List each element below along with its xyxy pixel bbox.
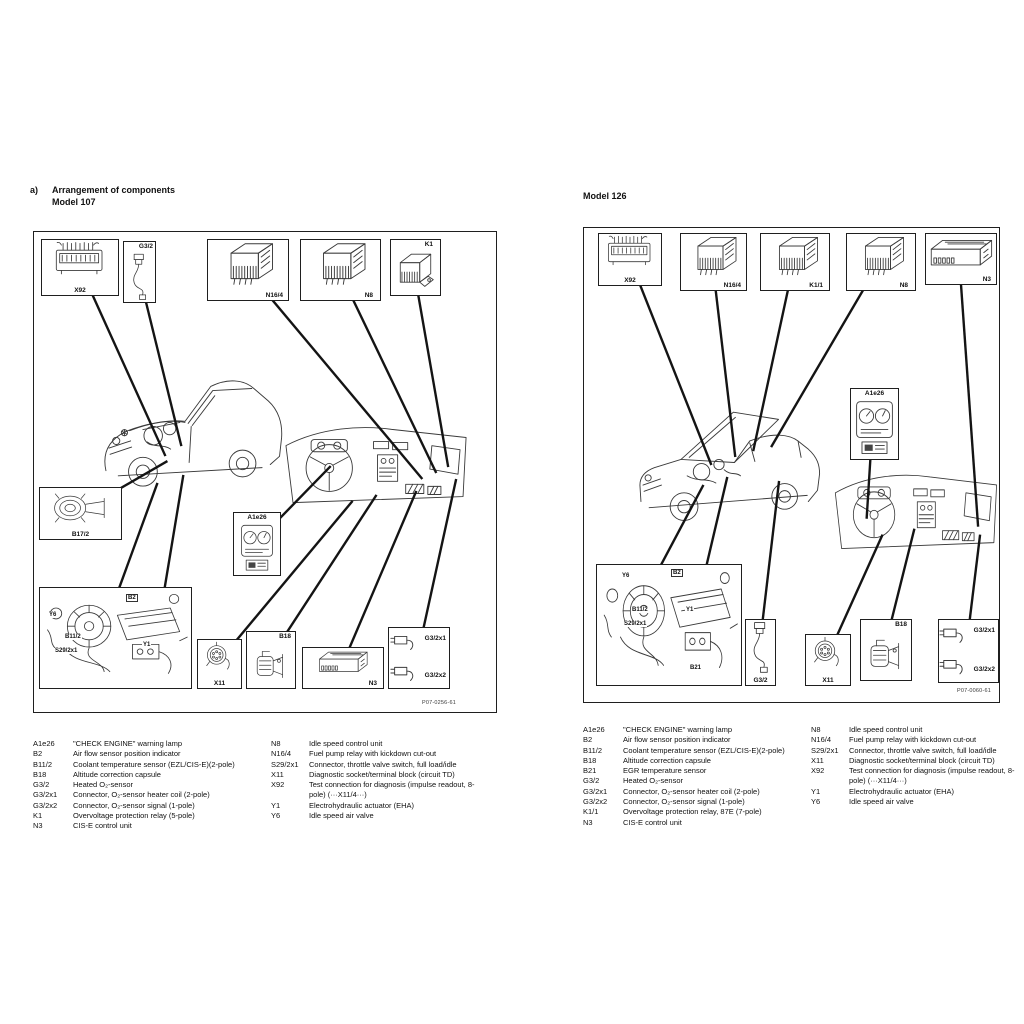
legend-row xyxy=(271,749,485,759)
legend-code: N8 xyxy=(271,739,281,748)
legend-model-107 xyxy=(33,739,485,832)
figure-number-107: P07-0256-61 xyxy=(421,700,456,706)
legend-row xyxy=(271,739,485,749)
legend-code: X11 xyxy=(811,755,824,765)
legend-row xyxy=(583,776,801,786)
instrument-cluster-icon xyxy=(851,399,898,458)
legend-code: B11/2 xyxy=(33,759,53,769)
legend-code: G3/2x1 xyxy=(583,786,608,796)
component-box-n8-107 xyxy=(300,239,381,301)
component-box-k1-107 xyxy=(390,239,441,296)
engine-label-b21: B21 xyxy=(690,665,702,671)
legend-code: B18 xyxy=(583,755,597,765)
legend-description: Altitude correction capsule xyxy=(73,769,161,779)
component-code-x11: X11 xyxy=(213,680,226,687)
section-label: a) xyxy=(30,185,39,195)
legend-description: Heated O₂-sensor xyxy=(623,776,684,786)
legend-code: N8 xyxy=(811,725,821,734)
legend-code: G3/2x2 xyxy=(33,800,58,810)
altitude-capsule-icon xyxy=(247,642,295,687)
instrument-cluster-icon xyxy=(234,523,280,574)
component-box-x11-107 xyxy=(197,639,242,689)
relay-icon xyxy=(761,234,829,279)
legend-description: Connector, O₂-sensor heater coil (2-pole) xyxy=(623,786,760,796)
legend-description: Fuel pump relay with kickdown cut-out xyxy=(309,749,437,759)
car-sedan-illustration xyxy=(640,412,820,520)
legend-row xyxy=(33,790,261,800)
component-box-n8-126 xyxy=(846,233,916,291)
component-code-a1e26: A1e26 xyxy=(864,390,885,397)
legend-description: Connector, O₂-sensor heater coil (2-pole) xyxy=(73,790,210,800)
engine-label-b2: B2 xyxy=(673,570,681,576)
component-code-g32x1: G3/2x1 xyxy=(973,627,995,634)
dashboard-illustration xyxy=(835,475,996,548)
component-box-n3-107 xyxy=(302,647,384,689)
legend-description: Connector, throttle valve switch, full load/idle xyxy=(849,745,997,755)
relay-icon xyxy=(681,234,746,279)
legend-description: Altitude correction capsule xyxy=(623,755,711,765)
legend-row xyxy=(33,749,261,759)
relay-icon xyxy=(208,240,288,289)
component-code-n3: N3 xyxy=(982,276,991,283)
legend-code: N16/4 xyxy=(271,749,292,759)
relay-icon xyxy=(847,234,915,279)
component-code-n8: N8 xyxy=(364,292,373,299)
relay-icon xyxy=(301,240,380,289)
component-code-b172: B17/2 xyxy=(71,531,90,538)
legend-code: Y6 xyxy=(271,811,281,821)
legend-description: Idle speed control unit xyxy=(849,725,923,734)
legend-description: Fuel pump relay with kickdown cut-out xyxy=(849,735,977,745)
legend-column-2 xyxy=(811,725,1023,828)
component-code-b18: B18 xyxy=(279,633,291,640)
legend-code: B21 xyxy=(583,766,597,776)
control-unit-icon xyxy=(303,648,383,677)
component-code-x11: X11 xyxy=(822,677,834,684)
dashboard-illustration xyxy=(286,428,466,503)
diagnostic-socket-icon xyxy=(806,635,850,674)
legend-code: K1 xyxy=(33,811,43,821)
legend-description: Air flow sensor position indicator xyxy=(623,735,731,745)
component-code-g32: G3/2 xyxy=(138,243,153,250)
component-code-n8: N8 xyxy=(899,282,908,289)
legend-code: G3/2x2 xyxy=(583,797,608,807)
component-box-a1e26-126 xyxy=(850,388,899,460)
legend-description: "CHECK ENGINE" warning lamp xyxy=(623,725,733,734)
legend-row xyxy=(583,756,801,766)
legend-column-1 xyxy=(33,739,261,832)
diagram-panel-model-126 xyxy=(583,227,1000,703)
component-code-b18: B18 xyxy=(895,621,907,628)
legend-row xyxy=(811,787,1023,797)
legend-row xyxy=(811,756,1023,766)
legend-code: B2 xyxy=(583,735,593,745)
figure-number-126: P07-0060-61 xyxy=(956,688,991,694)
legend-row xyxy=(583,787,801,797)
legend-description: Connector, O₂-sensor signal (1-pole) xyxy=(73,800,195,810)
legend-description: EGR temperature sensor xyxy=(623,766,707,776)
component-box-g32x-107 xyxy=(388,627,450,689)
legend-row xyxy=(583,725,801,735)
legend-column-2 xyxy=(271,739,485,832)
legend-description: Connector, throttle valve switch, full load/idle xyxy=(309,759,457,769)
section-heading xyxy=(30,184,175,208)
engine-label-y1: Y1 xyxy=(686,607,694,613)
engine-detail-box-107 xyxy=(39,587,192,689)
component-box-x92-107 xyxy=(41,239,119,296)
model-title-107: Model 107 xyxy=(52,197,96,207)
legend-row xyxy=(33,780,261,790)
legend-row xyxy=(271,770,485,780)
o2-sensor-icon xyxy=(124,252,155,301)
legend-description: "CHECK ENGINE" warning lamp xyxy=(73,739,183,748)
ribbed-hose-icon xyxy=(40,488,121,528)
legend-code: B2 xyxy=(33,749,43,759)
legend-code: Y6 xyxy=(811,797,821,807)
legend-description: Test connection for diagnosis (impulse readout, 8-pole) (···X11/4···) xyxy=(309,780,475,800)
engine-label-b112: B11/2 xyxy=(632,607,648,613)
test-connector-icon xyxy=(599,234,661,274)
component-box-g32-126 xyxy=(745,619,776,686)
legend-code: N16/4 xyxy=(811,735,832,745)
component-code-n164: N16/4 xyxy=(723,282,741,289)
o2-sensor-icon xyxy=(746,620,775,674)
component-box-b18-107 xyxy=(246,631,296,689)
engine-bay-icon xyxy=(40,588,191,688)
legend-description: CIS-E control unit xyxy=(623,817,682,827)
legend-code: G3/2 xyxy=(583,776,600,786)
legend-code: N3 xyxy=(583,817,593,827)
legend-description: Overvoltage protection relay (5-pole) xyxy=(73,811,195,821)
legend-code: A1e26 xyxy=(583,725,605,734)
legend-row xyxy=(811,746,1023,756)
legend-code: N3 xyxy=(33,821,43,831)
component-code-a1e26: A1e26 xyxy=(247,514,267,521)
legend-row xyxy=(271,780,485,801)
engine-label-b112: B11/2 xyxy=(65,634,81,640)
engine-label-b2: B2 xyxy=(128,595,136,601)
component-code-k11: K1/1 xyxy=(809,282,823,289)
engine-label-y6: Y6 xyxy=(622,573,630,579)
component-code-x92: X92 xyxy=(624,277,636,284)
legend-row xyxy=(583,746,801,756)
car-roadster-illustration xyxy=(105,381,282,486)
legend-row xyxy=(33,801,261,811)
legend-code: B11/2 xyxy=(583,745,603,755)
component-box-n3-126 xyxy=(925,233,997,285)
legend-row xyxy=(33,739,261,749)
legend-row xyxy=(33,770,261,780)
component-code-g32x1: G3/2x1 xyxy=(424,635,446,642)
legend-row xyxy=(811,725,1023,735)
component-box-a1e26-107 xyxy=(233,512,281,576)
legend-row xyxy=(583,766,801,776)
legend-description: Electrohydraulic actuator (EHA) xyxy=(849,786,955,796)
legend-description: Idle speed air valve xyxy=(849,797,914,807)
engine-label-y1: Y1 xyxy=(143,642,151,648)
legend-description: Connector, O₂-sensor signal (1-pole) xyxy=(623,797,745,807)
legend-row xyxy=(811,766,1023,787)
engine-label-s292x1: S29/2x1 xyxy=(624,621,647,627)
component-box-x92-126 xyxy=(598,233,662,286)
legend-row xyxy=(583,807,801,817)
diagnostic-socket-icon xyxy=(198,640,241,677)
legend-description: Coolant temperature sensor (EZL/CIS-E)(2-pole) xyxy=(623,745,785,755)
legend-description: Diagnostic socket/terminal block (circuit TD) xyxy=(849,755,995,765)
legend-description: Idle speed control unit xyxy=(309,739,383,748)
legend-code: X92 xyxy=(811,766,825,776)
legend-row xyxy=(583,735,801,745)
legend-description: Heated O₂-sensor xyxy=(73,780,134,790)
component-box-g32-107 xyxy=(123,241,156,303)
legend-description: Test connection for diagnosis (impulse readout, 8-pole) (···X11/4···) xyxy=(849,766,1015,786)
altitude-capsule-icon xyxy=(861,630,911,679)
component-code-n164: N16/4 xyxy=(265,292,283,299)
component-code-x92: X92 xyxy=(74,287,86,294)
legend-row xyxy=(271,811,485,821)
component-box-b172-107 xyxy=(39,487,122,540)
component-code-k1: K1 xyxy=(424,241,433,248)
component-box-b18-126 xyxy=(860,619,912,681)
component-box-g32x-126 xyxy=(938,619,999,683)
legend-description: Idle speed air valve xyxy=(309,811,374,821)
legend-row xyxy=(583,818,801,828)
legend-code: B18 xyxy=(33,769,47,779)
legend-row xyxy=(33,821,261,831)
legend-code: K1/1 xyxy=(583,807,599,817)
legend-code: X11 xyxy=(271,769,284,779)
legend-description: Overvoltage protection relay, 87E (7-pole) xyxy=(623,807,762,817)
legend-row xyxy=(583,797,801,807)
component-code-g32: G3/2 xyxy=(753,677,768,684)
model-title-126: Model 126 xyxy=(583,191,627,201)
test-connector-icon xyxy=(42,240,118,284)
component-box-k11-126 xyxy=(760,233,830,291)
legend-column-1 xyxy=(583,725,801,828)
legend-code: Y1 xyxy=(811,786,821,796)
section-title: Arrangement of components xyxy=(52,185,176,195)
component-code-g32x2: G3/2x2 xyxy=(424,672,446,679)
relay-icon xyxy=(391,250,440,294)
legend-code: S29/2x1 xyxy=(271,759,299,769)
diagram-panel-model-107 xyxy=(33,231,497,713)
legend-row xyxy=(811,735,1023,745)
engine-label-y6: Y6 xyxy=(49,612,57,618)
legend-code: S29/2x1 xyxy=(811,745,839,755)
component-code-n3: N3 xyxy=(368,680,377,687)
engine-label-s292x1: S29/2x1 xyxy=(55,648,78,654)
legend-code: X92 xyxy=(271,780,285,790)
legend-row xyxy=(33,760,261,770)
component-code-g32x2: G3/2x2 xyxy=(973,666,995,673)
legend-description: CIS-E control unit xyxy=(73,821,132,831)
legend-row xyxy=(271,801,485,811)
legend-code: A1e26 xyxy=(33,739,55,748)
legend-code: G3/2 xyxy=(33,780,50,790)
legend-description: Coolant temperature sensor (EZL/CIS-E)(2-pole) xyxy=(73,759,235,769)
legend-description: Diagnostic socket/terminal block (circuit TD) xyxy=(309,769,455,779)
engine-bay-icon xyxy=(597,565,741,685)
component-box-x11-126 xyxy=(805,634,851,686)
legend-model-126 xyxy=(583,725,1023,828)
legend-row xyxy=(33,811,261,821)
component-box-n164-107 xyxy=(207,239,289,301)
legend-description: Air flow sensor position indicator xyxy=(73,749,181,759)
legend-code: Y1 xyxy=(271,800,281,810)
component-box-n164-126 xyxy=(680,233,747,291)
control-unit-icon xyxy=(926,234,996,273)
legend-description: Electrohydraulic actuator (EHA) xyxy=(309,800,415,810)
engine-detail-box-126 xyxy=(596,564,742,686)
legend-row xyxy=(271,760,485,770)
legend-row xyxy=(811,797,1023,807)
legend-code: G3/2x1 xyxy=(33,790,58,800)
